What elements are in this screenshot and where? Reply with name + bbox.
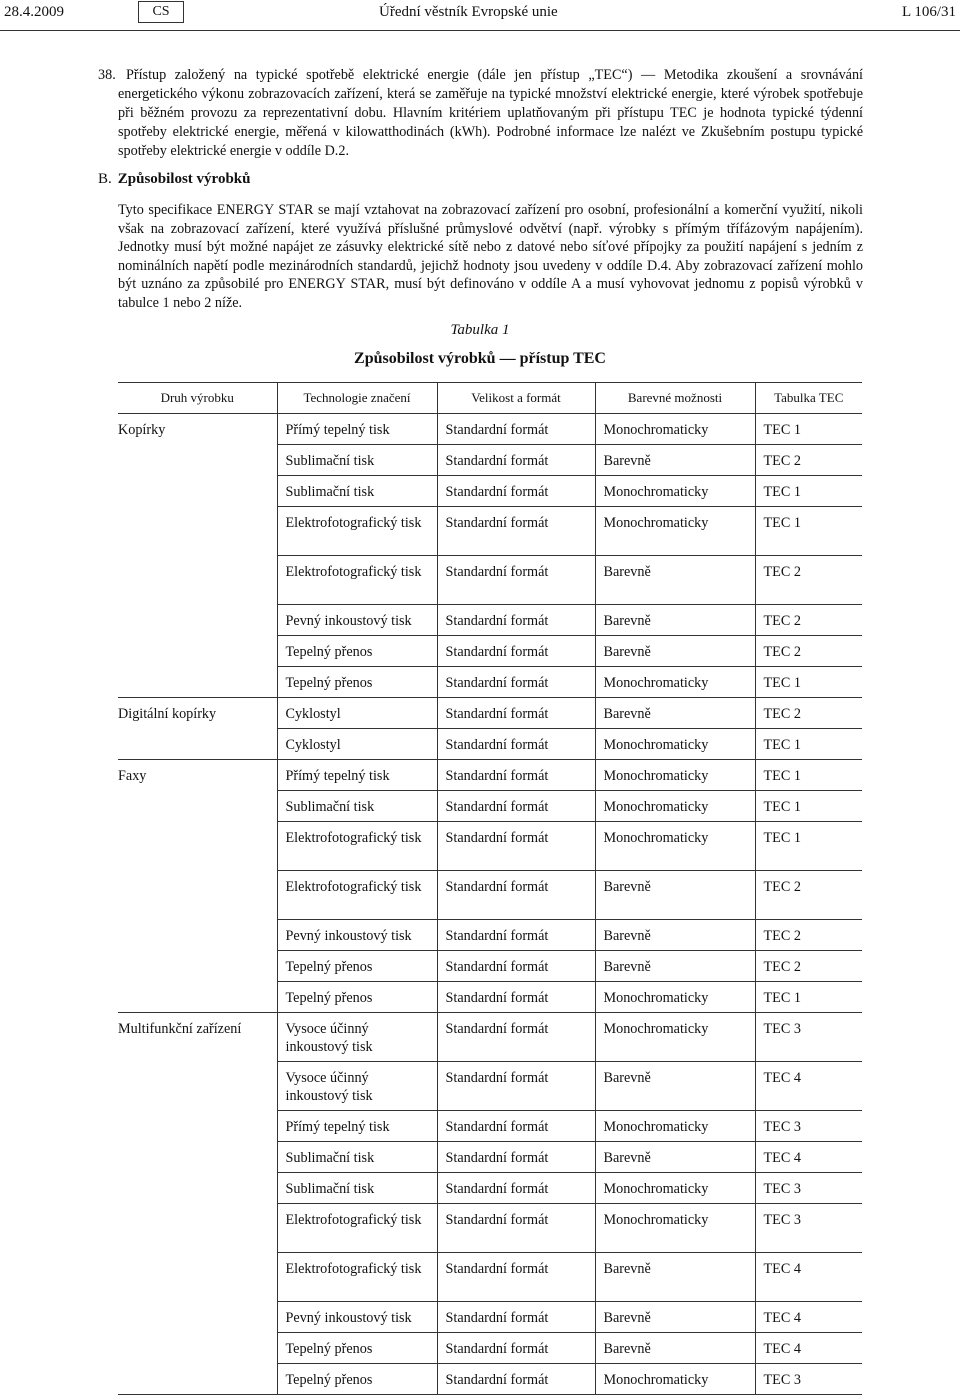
header-size-format: Velikost a formát [437, 383, 595, 414]
cell-color-capability: Monochromaticky [595, 791, 755, 822]
cell-marking-technology: Elektrofotografický tisk [277, 822, 437, 871]
cell-tec-table: TEC 3 [755, 1173, 862, 1204]
cell-product-type [118, 871, 277, 920]
cell-marking-technology: Pevný inkoustový tisk [277, 1302, 437, 1333]
cell-marking-technology: Sublimační tisk [277, 1142, 437, 1173]
cell-marking-technology: Sublimační tisk [277, 476, 437, 507]
table-row [118, 1302, 862, 1333]
cell-tec-table: TEC 2 [755, 636, 862, 667]
cell-tec-table: TEC 4 [755, 1302, 862, 1333]
cell-marking-technology: Elektrofotografický tisk [277, 871, 437, 920]
table-row [118, 636, 862, 667]
cell-size-format: Standardní formát [437, 920, 595, 951]
cell-product-type [118, 1364, 277, 1395]
cell-product-type [118, 476, 277, 507]
table-row [118, 1204, 862, 1253]
cell-product-type [118, 791, 277, 822]
cell-marking-technology: Vysoce účinný inkoustový tisk [277, 1013, 437, 1062]
cell-product-type [118, 1302, 277, 1333]
cell-color-capability: Monochromaticky [595, 822, 755, 871]
definition-text: Přístup založený na typické spotřebě elektrické energie (dále jen přístup „TEC“) — Metodika zkoušení a srovnávání energetického výkonu zobrazovacích zařízení, která se zaměřuje na typické množství elektrické energie, které výrobek spotřebuje při běžném provozu za reprezentativní dobu. Hlavním kritériem uplatňovaným při přístupu TEC je hodnota typické týdenní spotřeby elektrické energie, měřená v kilowatthodinách (kWh). Podrobné informace lze nalézt ve Zkušebním postupu typické spotřeby elektrické energie v oddíle D.2. [118, 67, 863, 159]
table-body [118, 414, 862, 1395]
cell-marking-technology: Elektrofotografický tisk [277, 1253, 437, 1302]
cell-tec-table: TEC 1 [755, 760, 862, 791]
header-tec-table: Tabulka TEC [755, 383, 862, 414]
cell-tec-table: TEC 3 [755, 1111, 862, 1142]
cell-color-capability: Barevně [595, 605, 755, 636]
cell-size-format: Standardní formát [437, 1302, 595, 1333]
cell-size-format: Standardní formát [437, 1333, 595, 1364]
cell-size-format: Standardní formát [437, 982, 595, 1013]
definition-number: 38. [98, 67, 116, 83]
cell-color-capability: Barevně [595, 636, 755, 667]
cell-color-capability: Monochromaticky [595, 1013, 755, 1062]
cell-marking-technology: Tepelný přenos [277, 951, 437, 982]
cell-color-capability: Barevně [595, 1062, 755, 1111]
cell-product-type [118, 605, 277, 636]
cell-product-type [118, 636, 277, 667]
cell-marking-technology: Sublimační tisk [277, 445, 437, 476]
cell-color-capability: Monochromaticky [595, 982, 755, 1013]
cell-color-capability: Monochromaticky [595, 1111, 755, 1142]
cell-tec-table: TEC 4 [755, 1253, 862, 1302]
language-code-box: CS [138, 1, 184, 23]
cell-color-capability: Barevně [595, 556, 755, 605]
table-row [118, 698, 862, 729]
cell-size-format: Standardní formát [437, 445, 595, 476]
cell-size-format: Standardní formát [437, 507, 595, 556]
cell-product-type [118, 1253, 277, 1302]
cell-color-capability: Monochromaticky [595, 760, 755, 791]
table-row [118, 476, 862, 507]
cell-tec-table: TEC 1 [755, 476, 862, 507]
table-row [118, 982, 862, 1013]
cell-size-format: Standardní formát [437, 791, 595, 822]
cell-marking-technology: Pevný inkoustový tisk [277, 920, 437, 951]
table-row [118, 1253, 862, 1302]
cell-color-capability: Monochromaticky [595, 1364, 755, 1395]
cell-tec-table: TEC 3 [755, 1364, 862, 1395]
cell-marking-technology: Tepelný přenos [277, 982, 437, 1013]
cell-tec-table: TEC 2 [755, 951, 862, 982]
cell-color-capability: Barevně [595, 1142, 755, 1173]
cell-tec-table: TEC 4 [755, 1062, 862, 1111]
table-row [118, 871, 862, 920]
table-title: Způsobilost výrobků — přístup TEC [354, 350, 606, 367]
cell-marking-technology: Sublimační tisk [277, 1173, 437, 1204]
cell-tec-table: TEC 4 [755, 1142, 862, 1173]
cell-color-capability: Monochromaticky [595, 729, 755, 760]
cell-color-capability: Barevně [595, 871, 755, 920]
cell-tec-table: TEC 2 [755, 920, 862, 951]
cell-tec-table: TEC 1 [755, 729, 862, 760]
cell-tec-table: TEC 2 [755, 445, 862, 476]
cell-color-capability: Barevně [595, 1302, 755, 1333]
table-row [118, 951, 862, 982]
cell-tec-table: TEC 3 [755, 1013, 862, 1062]
publication-date: 28.4.2009 [4, 4, 64, 20]
cell-tec-table: TEC 1 [755, 982, 862, 1013]
table-row [118, 791, 862, 822]
cell-marking-technology: Přímý tepelný tisk [277, 1111, 437, 1142]
cell-color-capability: Barevně [595, 698, 755, 729]
cell-color-capability: Monochromaticky [595, 507, 755, 556]
cell-product-type [118, 1062, 277, 1111]
table-row [118, 1364, 862, 1395]
cell-tec-table: TEC 2 [755, 698, 862, 729]
cell-marking-technology: Elektrofotografický tisk [277, 507, 437, 556]
table-row [118, 1062, 862, 1111]
table-row [118, 1111, 862, 1142]
cell-size-format: Standardní formát [437, 1364, 595, 1395]
cell-marking-technology: Cyklostyl [277, 698, 437, 729]
cell-product-type [118, 951, 277, 982]
cell-tec-table: TEC 1 [755, 507, 862, 556]
table-row [118, 729, 862, 760]
cell-color-capability: Barevně [595, 951, 755, 982]
cell-marking-technology: Pevný inkoustový tisk [277, 605, 437, 636]
cell-size-format: Standardní formát [437, 871, 595, 920]
header-product-type: Druh výrobku [118, 383, 277, 414]
cell-product-type [118, 1111, 277, 1142]
cell-size-format: Standardní formát [437, 1204, 595, 1253]
cell-size-format: Standardní formát [437, 1111, 595, 1142]
cell-product-type [118, 556, 277, 605]
table-row [118, 667, 862, 698]
cell-product-type [118, 1333, 277, 1364]
cell-color-capability: Barevně [595, 920, 755, 951]
cell-product-type [118, 1173, 277, 1204]
cell-product-type: Digitální kopírky [118, 706, 217, 722]
cell-size-format: Standardní formát [437, 822, 595, 871]
cell-marking-technology: Tepelný přenos [277, 636, 437, 667]
cell-size-format: Standardní formát [437, 476, 595, 507]
cell-tec-table: TEC 3 [755, 1204, 862, 1253]
cell-size-format: Standardní formát [437, 414, 595, 445]
table-row [118, 1173, 862, 1204]
cell-marking-technology: Přímý tepelný tisk [277, 414, 437, 445]
section-title: Způsobilost výrobků [117, 171, 251, 187]
cell-product-type [118, 667, 277, 698]
cell-size-format: Standardní formát [437, 1062, 595, 1111]
cell-color-capability: Monochromaticky [595, 1204, 755, 1253]
cell-marking-technology: Tepelný přenos [277, 1333, 437, 1364]
cell-tec-table: TEC 1 [755, 667, 862, 698]
cell-marking-technology: Elektrofotografický tisk [277, 1204, 437, 1253]
cell-product-type [118, 920, 277, 951]
cell-marking-technology: Sublimační tisk [277, 791, 437, 822]
cell-color-capability: Monochromaticky [595, 667, 755, 698]
definition-38 [98, 66, 863, 161]
cell-tec-table: TEC 2 [755, 871, 862, 920]
cell-size-format: Standardní formát [437, 605, 595, 636]
header-rule [0, 30, 960, 31]
cell-product-type [118, 822, 277, 871]
table-header-row [118, 383, 862, 414]
cell-tec-table: TEC 1 [755, 791, 862, 822]
cell-size-format: Standardní formát [437, 698, 595, 729]
cell-marking-technology: Elektrofotografický tisk [277, 556, 437, 605]
cell-size-format: Standardní formát [437, 1013, 595, 1062]
header-color-capability: Barevné možnosti [595, 383, 755, 414]
cell-size-format: Standardní formát [437, 667, 595, 698]
cell-size-format: Standardní formát [437, 1173, 595, 1204]
cell-size-format: Standardní formát [437, 729, 595, 760]
table-row [118, 556, 862, 605]
cell-tec-table: TEC 2 [755, 556, 862, 605]
header-marking-technology: Technologie značení [277, 383, 437, 414]
table-row [118, 445, 862, 476]
cell-color-capability: Monochromaticky [595, 1173, 755, 1204]
cell-product-type: Multifunkční zařízení [118, 1021, 242, 1037]
cell-tec-table: TEC 1 [755, 822, 862, 871]
table-row [118, 1013, 862, 1062]
cell-marking-technology: Přímý tepelný tisk [277, 760, 437, 791]
cell-marking-technology: Tepelný přenos [277, 1364, 437, 1395]
cell-size-format: Standardní formát [437, 556, 595, 605]
cell-size-format: Standardní formát [437, 1142, 595, 1173]
cell-color-capability: Monochromaticky [595, 476, 755, 507]
cell-product-type [118, 729, 277, 760]
table-row [118, 414, 862, 445]
page-number: L 106/31 [901, 4, 956, 20]
cell-product-type [118, 1204, 277, 1253]
table-row [118, 760, 862, 791]
cell-product-type [118, 1142, 277, 1173]
cell-color-capability: Barevně [595, 1333, 755, 1364]
section-letter: B. [98, 171, 112, 187]
cell-color-capability: Barevně [595, 1253, 755, 1302]
cell-marking-technology: Vysoce účinný inkoustový tisk [277, 1062, 437, 1111]
cell-size-format: Standardní formát [437, 760, 595, 791]
section-heading [98, 171, 250, 188]
table-caption: Tabulka 1 [450, 322, 510, 338]
table-row [118, 920, 862, 951]
cell-marking-technology: Cyklostyl [277, 729, 437, 760]
cell-tec-table: TEC 2 [755, 605, 862, 636]
page-header [0, 4, 960, 24]
cell-product-type [118, 507, 277, 556]
cell-tec-table: TEC 1 [755, 414, 862, 445]
cell-product-type [118, 982, 277, 1013]
cell-product-type: Faxy [118, 768, 147, 784]
cell-color-capability: Monochromaticky [595, 414, 755, 445]
cell-product-type [118, 445, 277, 476]
cell-size-format: Standardní formát [437, 1253, 595, 1302]
cell-tec-table: TEC 4 [755, 1333, 862, 1364]
table-row [118, 1142, 862, 1173]
cell-marking-technology: Tepelný přenos [277, 667, 437, 698]
section-paragraph: Tyto specifikace ENERGY STAR se mají vztahovat na zobrazovací zařízení pro osobní, profesionální a komerční využití, nikoli však na zobrazovací zařízení, které využívá příslušné průmyslové odvětví (např. výrobky s přímým třífázovým napájením). Jednotky musí být možné napájet ze zásuvky elektrické sítě nebo z datové nebo síťové přípojky za použití napájení s jedním z nominálních napětí podle mezinárodních standardů, jejichž hodnoty jsou uvedeny v oddíle D.4. Aby zobrazovací zařízení mohlo být uznáno za způsobilé pro ENERGY STAR, musí být definováno v oddíle A a musí vyhovovat jednomu z popisů výrobků v tabulce 1 nebo 2 níže. [118, 202, 863, 311]
eligibility-table [118, 382, 862, 1395]
table-row [118, 1333, 862, 1364]
table-row [118, 507, 862, 556]
journal-title: Úřední věstník Evropské unie [379, 4, 558, 20]
cell-size-format: Standardní formát [437, 951, 595, 982]
cell-size-format: Standardní formát [437, 636, 595, 667]
table-row [118, 605, 862, 636]
cell-product-type: Kopírky [118, 422, 166, 438]
cell-color-capability: Barevně [595, 445, 755, 476]
table-row [118, 822, 862, 871]
